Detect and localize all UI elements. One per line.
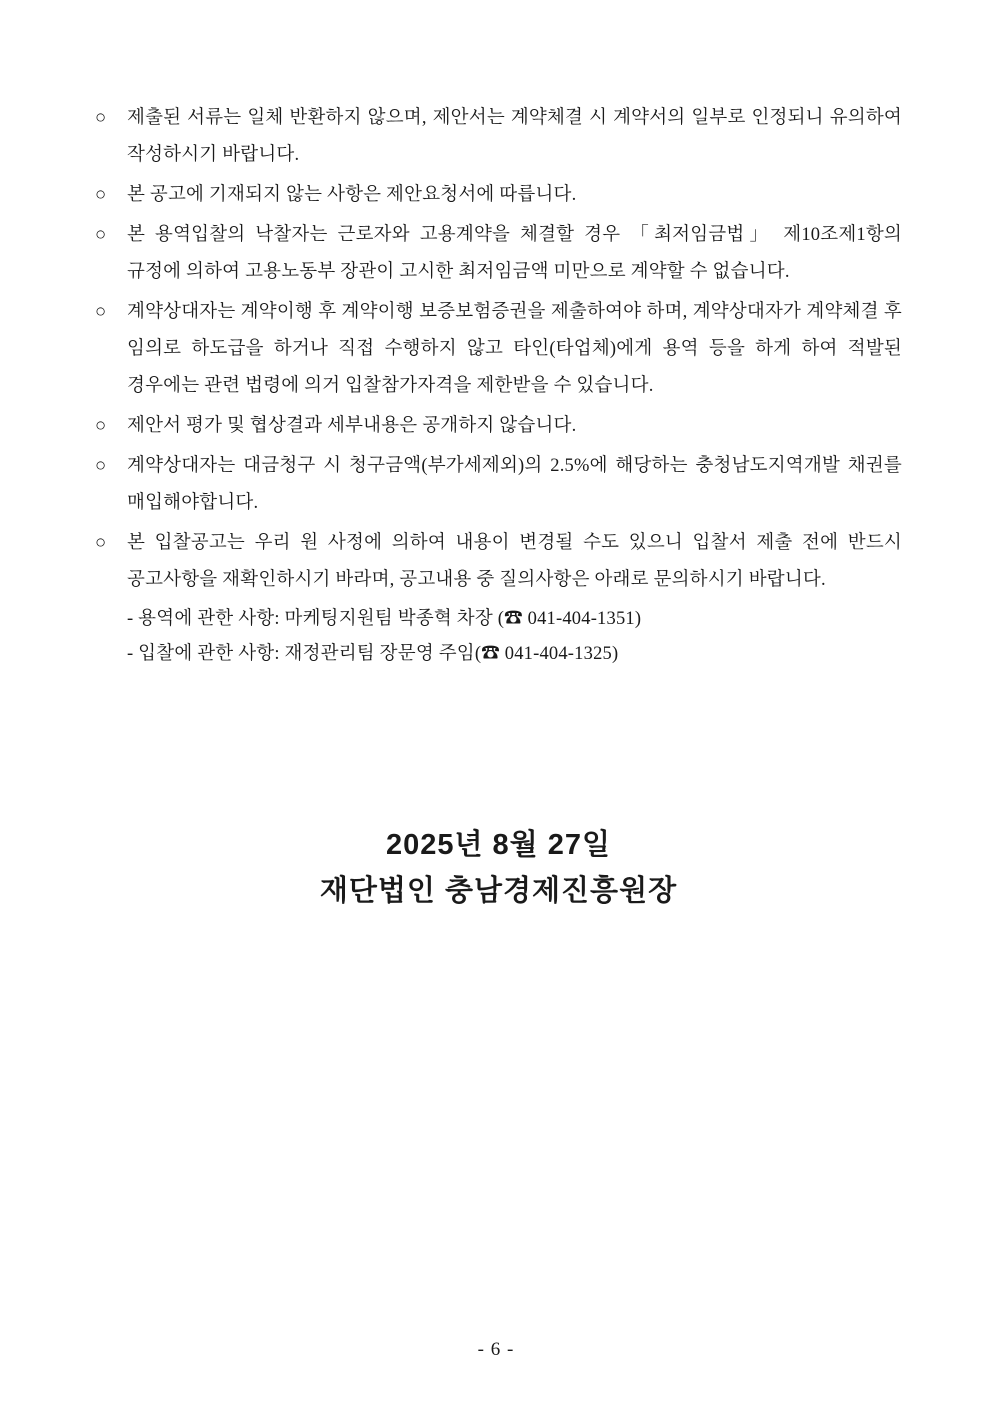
clause-text: 본 입찰공고는 우리 원 사정에 의하여 내용이 변경될 수도 있으니 입찰서 제출 전에 반드시 공고사항을 재확인하시기 바라며, 공고내용 중 질의사항은 아래로 문의하시기 바랍니다. xyxy=(127,533,902,590)
bullet-circle-icon: ○ xyxy=(95,416,107,436)
list-item xyxy=(95,408,902,445)
contact-list xyxy=(95,602,902,672)
clause-text: 제안서 평가 및 협상결과 세부내용은 공개하지 않습니다. xyxy=(127,416,577,436)
signature-organization: 재단법인 충남경제진흥원장 xyxy=(319,875,678,907)
clause-text: 본 용역입찰의 낙찰자는 근로자와 고용계약을 체결할 경우 「최저임금법」 제10조제1항의 규정에 의하여 고용노동부 장관이 고시한 최저임금액 미만으로 계약할 수 없습니다. xyxy=(127,225,902,282)
list-item xyxy=(95,448,902,522)
clause-text: 본 공고에 기재되지 않는 사항은 제안요청서에 따릅니다. xyxy=(127,185,577,205)
bullet-circle-icon: ○ xyxy=(95,108,107,128)
bullet-circle-icon: ○ xyxy=(95,533,107,553)
list-item xyxy=(95,217,902,291)
clause-text: 계약상대자는 계약이행 후 계약이행 보증보험증권을 제출하여야 하며, 계약상대자가 계약체결 후 임의로 하도급을 하거나 직접 수행하지 않고 타인(타업체)에게 용역 등을 하게 하여 적발된 경우에는 관련 법령에 의거 입찰참가자격을 제한받을 수 있습니다. xyxy=(127,302,902,396)
bullet-circle-icon: ○ xyxy=(95,185,107,205)
bullet-circle-icon: ○ xyxy=(95,456,107,476)
contact-item-bidding: - 입찰에 관한 사항: 재정관리팀 장문영 주임(☎ 041-404-1325) xyxy=(127,644,619,664)
contact-item-service: - 용역에 관한 사항: 마케팅지원팀 박종혁 차장 (☎ 041-404-1351) xyxy=(127,609,642,629)
list-item xyxy=(95,100,902,174)
bullet-circle-icon: ○ xyxy=(95,302,107,322)
clause-text: 계약상대자는 대금청구 시 청구금액(부가세제외)의 2.5%에 해당하는 충청남도지역개발 채권를 매입해야합니다. xyxy=(127,456,902,513)
signature-date: 2025년 8월 27일 xyxy=(385,829,612,861)
list-item xyxy=(95,177,902,214)
bullet-circle-icon: ○ xyxy=(95,225,107,245)
page-number: - 6 - xyxy=(477,1339,515,1360)
clause-list xyxy=(95,100,902,599)
list-item xyxy=(95,525,902,599)
clause-text: 제출된 서류는 일체 반환하지 않으며, 제안서는 계약체결 시 계약서의 일부로 인정되니 유의하여 작성하시기 바랍니다. xyxy=(127,108,902,165)
signature-block xyxy=(95,822,902,914)
list-item xyxy=(95,294,902,405)
